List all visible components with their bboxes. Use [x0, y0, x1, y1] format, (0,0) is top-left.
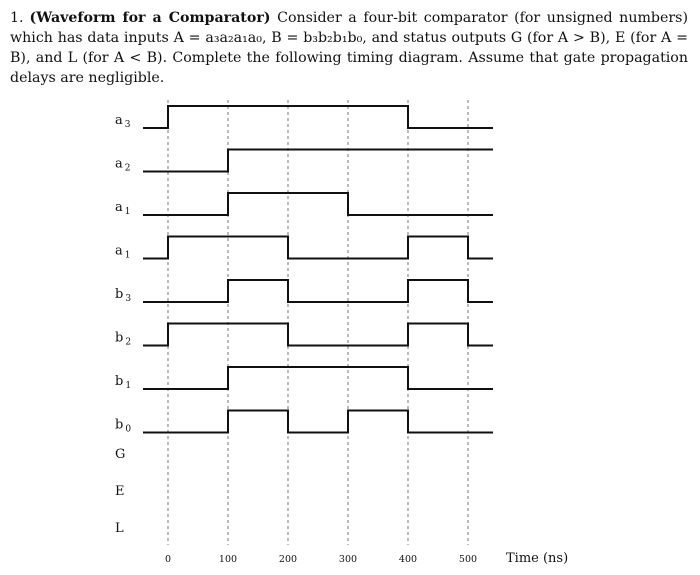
waveform-b2	[143, 324, 493, 346]
time-axis-label: Time (ns)	[506, 551, 569, 566]
signal-label-b0: b $_0$	[115, 417, 132, 435]
signal-label-a3: a $_3$	[115, 113, 131, 130]
output-label-L: L	[115, 521, 124, 536]
signal-label-b2: b $_2$	[115, 330, 132, 348]
tick-label-100: 100	[218, 554, 238, 565]
signal-label-a1-second: a $_1$	[115, 243, 131, 261]
problem-text: Consider a four-bit comparator (for unsigned numbers) which has data inputs A = a₃a₂a₁a₀, B = b₃b₂b₁b₀, and status outputs G (for A > B), E (for A = B), and L (for A < B). Complete the following timing diagram. Assume that gate propagation delays are negligible.	[10, 10, 688, 86]
problem-title: (Waveform for a Comparator)	[29, 10, 271, 26]
waveform-b3	[143, 280, 493, 302]
tick-label-500: 500	[458, 554, 478, 565]
signal-label-a2: a $_2$	[115, 156, 131, 174]
waveform-b0	[143, 411, 493, 433]
waveform-a1-first	[143, 193, 493, 215]
signal-label-b1: b $_1$	[115, 374, 132, 391]
waveform-a2	[143, 150, 493, 172]
signal-label-b3: b $_3$	[115, 287, 132, 304]
tick-label-200: 200	[278, 554, 298, 565]
output-label-E: E	[115, 484, 125, 499]
tick-label-300: 300	[338, 554, 358, 565]
tick-label-0: 0	[164, 554, 172, 565]
output-label-G: G	[115, 447, 126, 462]
problem-number: 1.	[10, 10, 24, 26]
signal-label-a1-first: a $_1$	[115, 200, 131, 217]
tick-label-400: 400	[398, 554, 418, 565]
waveform-b1	[143, 367, 493, 389]
waveform-a1-second	[143, 237, 493, 259]
waveform-a3	[143, 106, 493, 128]
